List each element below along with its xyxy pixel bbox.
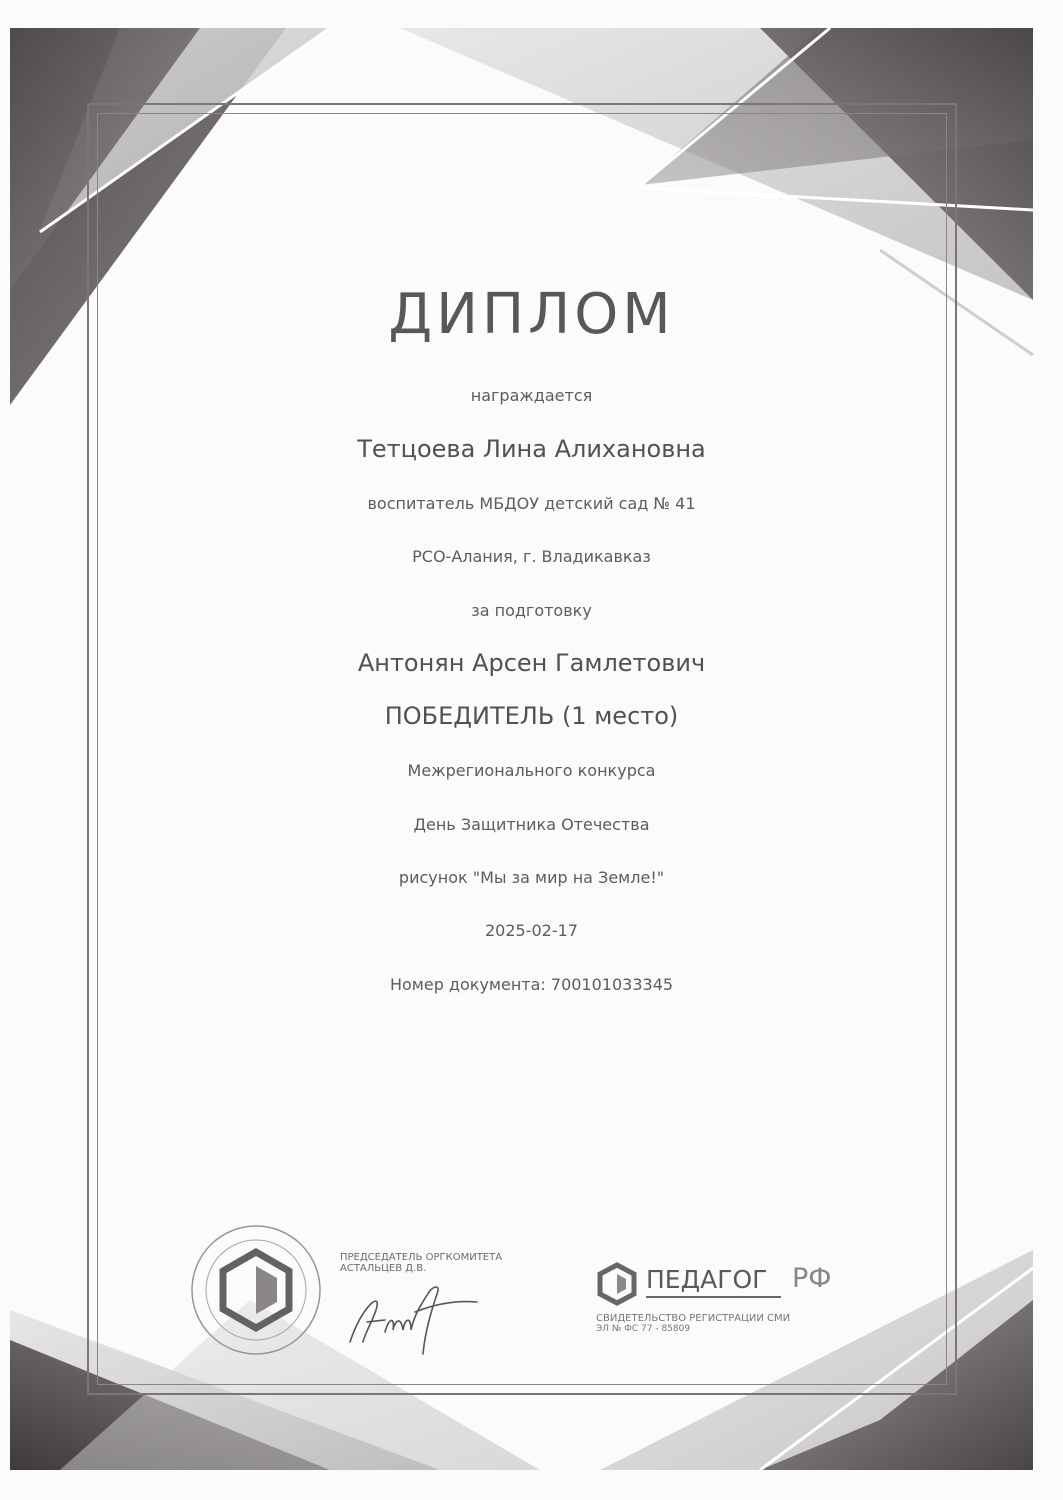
registration-line-1: СВИДЕТЕЛЬСТВО РЕГИСТРАЦИИ СМИ bbox=[596, 1313, 791, 1324]
student-name: Антонян Арсен Гамлетович bbox=[357, 649, 706, 677]
recipient-location: РСО-Алания, г. Владикавказ bbox=[412, 547, 651, 566]
result-place: ПОБЕДИТЕЛЬ (1 место) bbox=[384, 702, 679, 730]
recipient-position: воспитатель МБДОУ детский сад № 41 bbox=[367, 494, 696, 513]
handwritten-signature-icon bbox=[345, 1272, 485, 1362]
logo-word: ПЕДАГОГ bbox=[646, 1265, 768, 1294]
recipient-name: Тетцоева Лина Алихановна bbox=[357, 435, 706, 463]
logo-underline bbox=[646, 1296, 781, 1298]
contest-name: День Защитника Отечества bbox=[413, 815, 650, 834]
logo-suffix: РФ bbox=[792, 1263, 832, 1294]
work-title: рисунок "Мы за мир на Земле!" bbox=[398, 868, 665, 887]
contest-level: Межрегионального конкурса bbox=[407, 761, 656, 780]
chairman-name: АСТАЛЬЦЕВ Д.В. bbox=[340, 1263, 427, 1274]
for-preparing-label: за подготовку bbox=[471, 601, 592, 620]
award-date: 2025-02-17 bbox=[485, 921, 578, 940]
awarded-label: награждается bbox=[470, 386, 593, 405]
document-number: Номер документа: 700101033345 bbox=[389, 975, 674, 994]
chairman-signature-block bbox=[340, 1252, 560, 1274]
organization-seal-icon bbox=[188, 1222, 324, 1358]
registration-line-2: ЭЛ № ФС 77 - 85809 bbox=[596, 1324, 691, 1334]
logo-hexagon-icon bbox=[596, 1262, 638, 1306]
diploma-title: ДИПЛОМ bbox=[388, 282, 675, 347]
chairman-role: ПРЕДСЕДАТЕЛЬ ОРГКОМИТЕТА bbox=[340, 1252, 503, 1263]
